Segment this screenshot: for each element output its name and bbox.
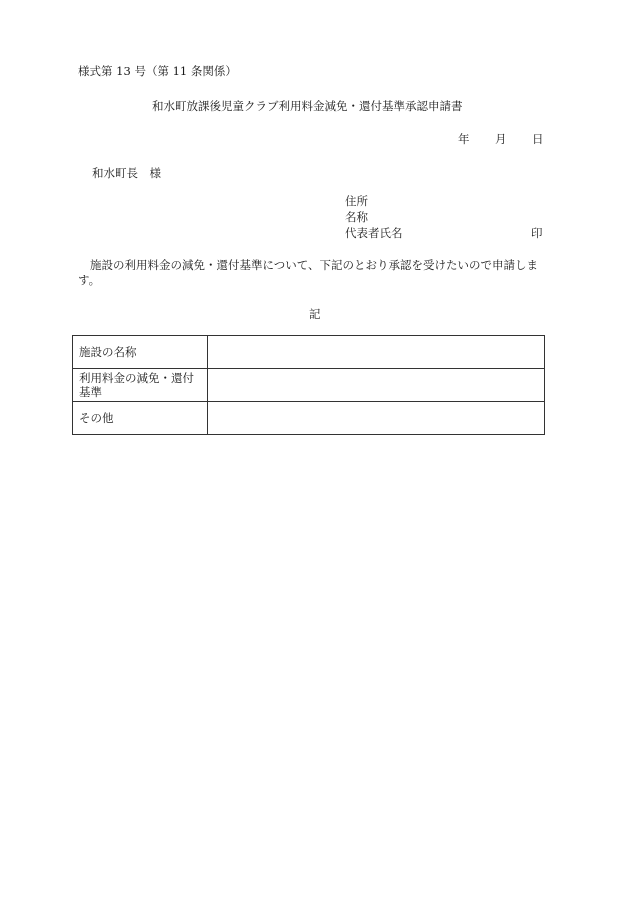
date-year-label: 年 — [458, 132, 470, 146]
document-title: 和水町放課後児童クラブ利用料金減免・還付基準承認申請書 — [152, 99, 463, 113]
detail-table — [72, 335, 545, 435]
row-value-facility-name — [208, 336, 545, 369]
applicant-name-label: 名称 — [345, 210, 368, 224]
form-number: 様式第 13 号（第 11 条関係） — [78, 64, 237, 78]
table-row — [73, 336, 545, 369]
seal-label: 印 — [531, 226, 543, 240]
row-value-fee-reduction-criteria — [208, 369, 545, 402]
table-row — [73, 369, 545, 402]
body-text: 施設の利用料金の減免・還付基準について、下記のとおり承認を受けたいので申請します。 — [78, 258, 539, 287]
row-label-facility-name: 施設の名称 — [73, 336, 208, 369]
date-day-label: 日 — [532, 132, 544, 146]
row-value-other — [208, 402, 545, 435]
row-label-other: その他 — [73, 402, 208, 435]
ki-heading: 記 — [309, 307, 321, 321]
applicant-address-label: 住所 — [345, 194, 368, 208]
applicant-representative-label: 代表者氏名 — [345, 226, 403, 240]
addressee: 和水町長 様 — [92, 166, 161, 180]
date-month-label: 月 — [495, 132, 507, 146]
row-label-fee-reduction-criteria: 利用料金の減免・還付基準 — [73, 369, 208, 402]
table-row — [73, 402, 545, 435]
